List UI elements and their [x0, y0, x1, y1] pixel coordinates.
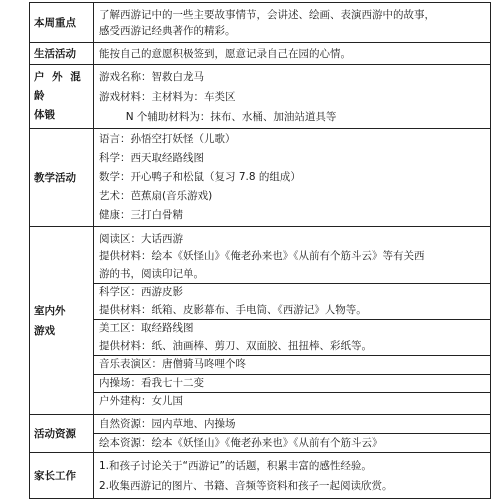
content-line: 提供材料：纸箱、皮影幕布、手电筒、《西游记》人物等。	[99, 303, 367, 316]
content-line: 阅读区：大话西游	[99, 232, 183, 245]
row-label	[30, 129, 94, 227]
row-label-text: 本周重点	[34, 16, 76, 29]
content-line: 绘本资源：绘本《妖怪山》《俺老孙来也》《从前有个筋斗云》	[99, 437, 383, 449]
row-content	[94, 43, 491, 65]
content-line: 提供材料：纸、油画棒、剪刀、双面胶、扭扭棒、彩纸等。	[99, 339, 372, 352]
row-label-text: 户 外 混 龄	[34, 71, 83, 102]
content-line: 户外建构：女儿国	[99, 395, 183, 407]
row-label-text: 活动资源	[34, 427, 76, 440]
row-teaching	[30, 129, 491, 227]
weekly-plan-table	[29, 2, 491, 499]
row-daily-life	[30, 43, 491, 65]
row-games	[30, 227, 491, 415]
row-label	[30, 415, 94, 453]
row-parent-work	[30, 453, 491, 499]
content-line: 美工区：取经路线图	[99, 322, 194, 334]
content-line: 游的书，阅读印记单。	[99, 267, 204, 280]
content-line: 提供材料：绘本《妖怪山》《俺老孙来也》《从前有个筋斗云》等有关西	[99, 250, 425, 262]
content-line: 自然资源：园内草地、内操场	[99, 418, 236, 430]
row-label	[30, 3, 94, 43]
row-label-text: 教学活动	[34, 171, 76, 184]
row-label-text: 生活活动	[34, 47, 76, 60]
content-line: N 个辅助材料为：抹布、水桶、加油站道具等	[99, 110, 337, 123]
row-content	[94, 453, 491, 499]
content-line: 科学：西天取经路线图	[99, 152, 204, 164]
content-line: 内操场：看我七十二变	[99, 376, 204, 389]
content-line: 数学：开心鸭子和松鼠（复习 7.8 的组成）	[99, 171, 301, 183]
row-content	[94, 3, 491, 43]
row-resources	[30, 415, 491, 453]
row-label	[30, 453, 94, 499]
content-line: 健康：三打白骨精	[99, 209, 183, 221]
content-line: 了解西游记中的一些主要故事情节，会讲述、绘画、表演西游中的故事，	[99, 8, 435, 21]
row-label	[30, 65, 94, 129]
row-label	[30, 227, 94, 415]
content-line: 感受西游记经典著作的精彩。	[99, 24, 236, 37]
content-line: 2.收集西游记的图片、书籍、音频等资料和孩子一起阅读欣赏。	[99, 479, 393, 492]
row-outdoor-exercise	[30, 65, 491, 129]
row-content	[94, 65, 491, 129]
row-label-text: 室内外	[34, 304, 66, 317]
content-line: 游戏名称：智救白龙马	[99, 70, 204, 83]
content-line: 游戏材料：主材料为：车类区	[99, 90, 236, 103]
content-line: 能按自己的意愿积极签到，愿意记录自己在园的心情。	[99, 47, 351, 60]
row-content	[94, 227, 491, 415]
content-line: 艺术：芭蕉扇(音乐游戏)	[99, 190, 213, 202]
row-content	[94, 415, 491, 453]
row-label-text: 游戏	[34, 324, 55, 337]
content-line: 语言：孙悟空打妖怪（儿歌）	[99, 133, 236, 145]
content-line: 科学区：西游皮影	[99, 286, 183, 298]
row-label-text: 家长工作	[34, 469, 76, 482]
row-label	[30, 43, 94, 65]
row-content	[94, 129, 491, 227]
row-weekly-focus	[30, 3, 491, 43]
content-line: 1.和孩子讨论关于“西游记”的话题，积累丰富的感性经验。	[99, 459, 372, 472]
row-label-text: 体锻	[34, 109, 55, 121]
content-line: 音乐表演区：唐僧骑马咚哩个咚	[99, 358, 246, 370]
